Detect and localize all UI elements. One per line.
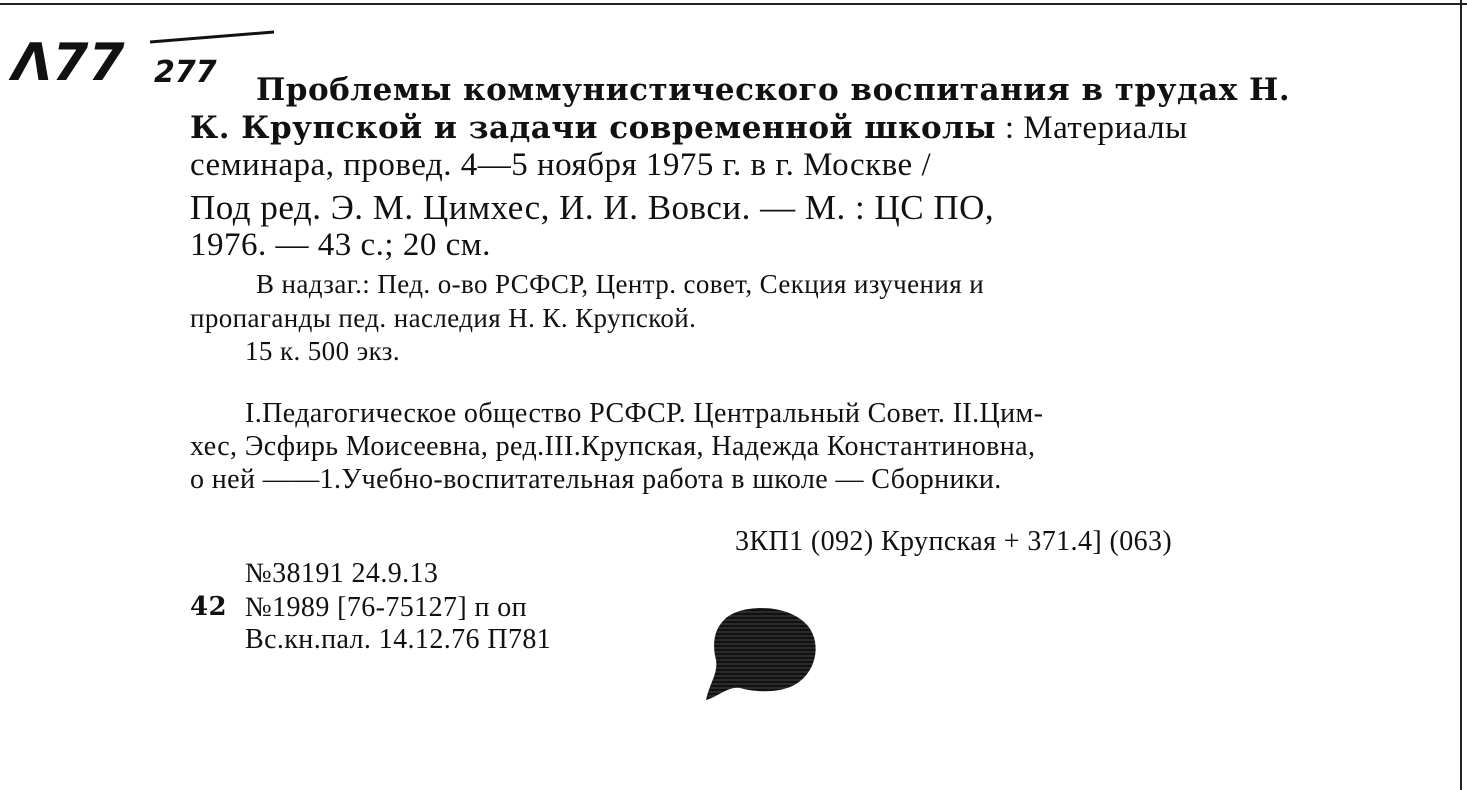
shelf-mark-underline [150, 32, 274, 42]
title-line-3: семинара, провед. 4—5 ноября 1975 г. в г. Москве / [190, 147, 932, 183]
registry-line-2: №1989 [76-75127] п оп [245, 592, 528, 623]
notes-line-1: В надзаг.: Пед. о-во РСФСР, Центр. совет, Секция изучения и [256, 269, 985, 299]
title-line-4: Под ред. Э. М. Цимхес, И. И. Вовси. — М. : ЦС ПО, [190, 188, 995, 227]
card-top-border [0, 3, 1467, 5]
classification-index: 3КП1 (092) Крупская + 371.4] (063) [735, 526, 1173, 557]
notes-line-2: пропаганды пед. наследия Н. К. Крупской. [190, 303, 697, 333]
price-print-run: 15 к. 500 экз. [245, 336, 400, 366]
registry-line-3: Вс.кн.пал. 14.12.76 П781 [245, 624, 552, 655]
title-line-2-bold: К. Крупской и задачи современной школы [190, 110, 997, 146]
shelf-mark-number: 277 [154, 55, 217, 90]
title-line-2-rest: : Материалы [996, 110, 1188, 146]
shelf-mark-prefix: Λ77 [12, 33, 125, 93]
registry-line-1: №38191 24.9.13 [245, 558, 439, 589]
stamp-shape [706, 608, 816, 700]
ink-stamp-blot [704, 602, 822, 702]
title-line-1: Проблемы коммунистического воспитания в трудах Н. [256, 72, 1291, 108]
subjects-line-2: хес, Эсфирь Моисеевна, ред.III.Крупская, Надежда Константиновна, [190, 431, 1036, 462]
card-right-border [1460, 0, 1462, 790]
handwritten-shelf-mark [8, 14, 278, 94]
title-line-2 [190, 110, 1188, 147]
subjects-line-3: о ней ——1.Учебно-воспитательная работа в школе — Сборники. [190, 464, 1002, 495]
registry-page-prefix: 42 [190, 592, 227, 622]
title-line-5: 1976. — 43 с.; 20 см. [190, 227, 491, 263]
subjects-line-1: I.Педагогическое общество РСФСР. Центральный Совет. II.Цим- [245, 398, 1044, 429]
